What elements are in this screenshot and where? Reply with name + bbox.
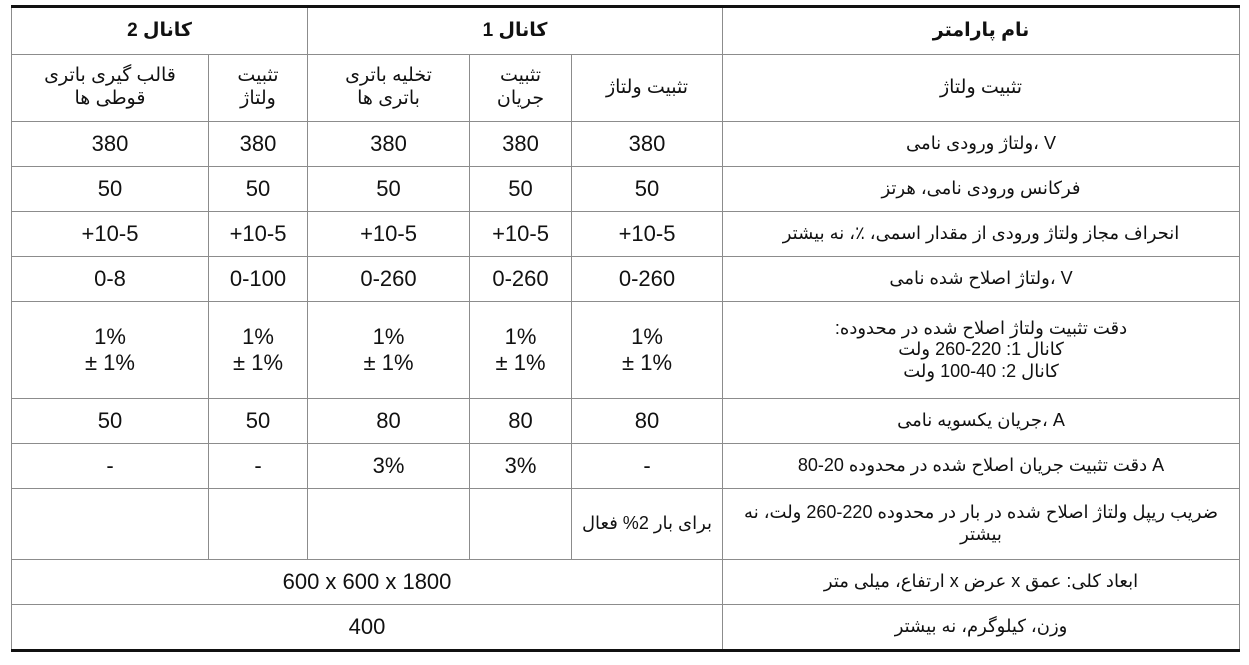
subheader-c1-voltage-stab: تثبیت ولتاژ (572, 55, 723, 122)
table-cell-empty (12, 489, 209, 560)
table-row (12, 167, 1240, 212)
table-row (12, 212, 1240, 257)
row-param-label (723, 302, 1240, 399)
subheader-c1-current-stab-line1: تثبیت (499, 65, 542, 87)
table-cell: +10-5 (209, 212, 308, 257)
channel1-header: کانال 1 (308, 7, 723, 55)
subheader-c1-current-stab-line2: جریان (496, 88, 545, 109)
accuracy-line2: ± 1% (622, 350, 672, 375)
table-cell: 380 (572, 122, 723, 167)
table-cell (12, 302, 209, 399)
table-cell-empty (308, 489, 470, 560)
accuracy-line1: 1% (94, 323, 126, 349)
row-param-line: کانال 2: 40-100 ولت (903, 360, 1059, 381)
table-cell (308, 302, 470, 399)
table-cell: 50 (572, 167, 723, 212)
table-cell: 50 (209, 399, 308, 444)
table-cell: برای بار 2% فعال (572, 489, 723, 560)
row-param-label: A دقت تثبیت جریان اصلاح شده در محدوده 20-80 (723, 444, 1240, 489)
table-cell: 80 (470, 399, 572, 444)
table-cell-empty (470, 489, 572, 560)
table-row (12, 302, 1240, 399)
table-cell: +10-5 (470, 212, 572, 257)
row-param-line: کانال 1: 220-260 ولت (898, 339, 1064, 360)
table-cell: +10-5 (308, 212, 470, 257)
table-row (12, 257, 1240, 302)
table-row (12, 444, 1240, 489)
table-cell: 0-260 (572, 257, 723, 302)
table-cell: 50 (308, 167, 470, 212)
subheader-c2-voltage-stab (209, 55, 308, 122)
table-cell: 80 (308, 399, 470, 444)
table-row (12, 605, 1240, 651)
table-cell (572, 302, 723, 399)
accuracy-line2: ± 1% (495, 350, 546, 375)
table-cell: 50 (209, 167, 308, 212)
table-cell: 0-260 (308, 257, 470, 302)
row-param-label: A ،جریان یکسویه نامی (723, 399, 1240, 444)
subheader-c1-battery-discharge-line1: تخلیه باتری (345, 65, 432, 87)
subheader-c2-voltage-stab-line2: ولتاژ (240, 88, 276, 109)
row-param-label: انحراف مجاز ولتاژ ورودی از مقدار اسمی، ٪، نه بیشتر (723, 212, 1240, 257)
channel2-header: کانال 2 (12, 7, 308, 55)
table-row (12, 122, 1240, 167)
subheader-c1-current-stab (470, 55, 572, 122)
table-cell: +10-5 (12, 212, 209, 257)
header-row (12, 7, 1240, 55)
table-cell: - (209, 444, 308, 489)
subheader-row (12, 55, 1240, 122)
table-cell: 380 (470, 122, 572, 167)
row-param-label: وزن، کیلوگرم، نه بیشتر (723, 605, 1240, 651)
table-row (12, 560, 1240, 605)
table-cell: 50 (470, 167, 572, 212)
subheader-param: تثبیت ولتاژ (723, 55, 1240, 122)
table-cell: 3% (308, 444, 470, 489)
table-cell: 380 (12, 122, 209, 167)
table-cell (470, 302, 572, 399)
row-param-label: V ،ولتاژ اصلاح شده نامی (723, 257, 1240, 302)
table-cell-empty (209, 489, 308, 560)
table-cell: - (12, 444, 209, 489)
subheader-c2-battery-forming (12, 55, 209, 122)
table-cell: 0-8 (12, 257, 209, 302)
accuracy-line2: ± 1% (363, 350, 414, 375)
subheader-c2-battery-forming-line2: قوطی ها (74, 88, 146, 109)
accuracy-line2: ± 1% (85, 350, 135, 375)
merged-value-cell: 400 (12, 605, 723, 651)
table-cell: 380 (209, 122, 308, 167)
accuracy-line1: 1% (631, 323, 663, 349)
table-cell: +10-5 (572, 212, 723, 257)
merged-value-cell: 600 x 600 x 1800 (12, 560, 723, 605)
table-cell: 380 (308, 122, 470, 167)
table-row (12, 399, 1240, 444)
table-cell: 3% (470, 444, 572, 489)
param-name-header: نام پارامتر (723, 7, 1240, 55)
subheader-c1-battery-discharge (308, 55, 470, 122)
row-param-line: دقت تثبیت ولتاژ اصلاح شده در محدوده: (834, 317, 1128, 338)
accuracy-line2: ± 1% (233, 350, 283, 375)
table-cell: 0-100 (209, 257, 308, 302)
table-cell: 50 (12, 167, 209, 212)
table-cell (209, 302, 308, 399)
row-param-label: V ،ولتاژ ورودی نامی (723, 122, 1240, 167)
table-cell: - (572, 444, 723, 489)
row-param-label: ابعاد کلی: عمق x عرض x ارتفاع، میلی متر (723, 560, 1240, 605)
table-cell: 50 (12, 399, 209, 444)
subheader-c1-battery-discharge-line2: باتری ها (357, 88, 420, 109)
subheader-c2-battery-forming-line1: قالب گیری باتری (44, 65, 176, 87)
spec-table (11, 5, 1240, 652)
accuracy-line1: 1% (372, 323, 405, 349)
table-row (12, 489, 1240, 560)
table-cell: 80 (572, 399, 723, 444)
row-param-label: فرکانس ورودی نامی، هرتز (723, 167, 1240, 212)
accuracy-line1: 1% (504, 323, 537, 349)
spec-table-container (11, 5, 1239, 652)
row-param-label: ضریب ریپل ولتاژ اصلاح شده در بار در محدوده 220-260 ولت، نه بیشتر (723, 489, 1240, 560)
subheader-c2-voltage-stab-line1: تثبیت (237, 65, 279, 87)
accuracy-line1: 1% (242, 323, 274, 349)
table-cell: 0-260 (470, 257, 572, 302)
